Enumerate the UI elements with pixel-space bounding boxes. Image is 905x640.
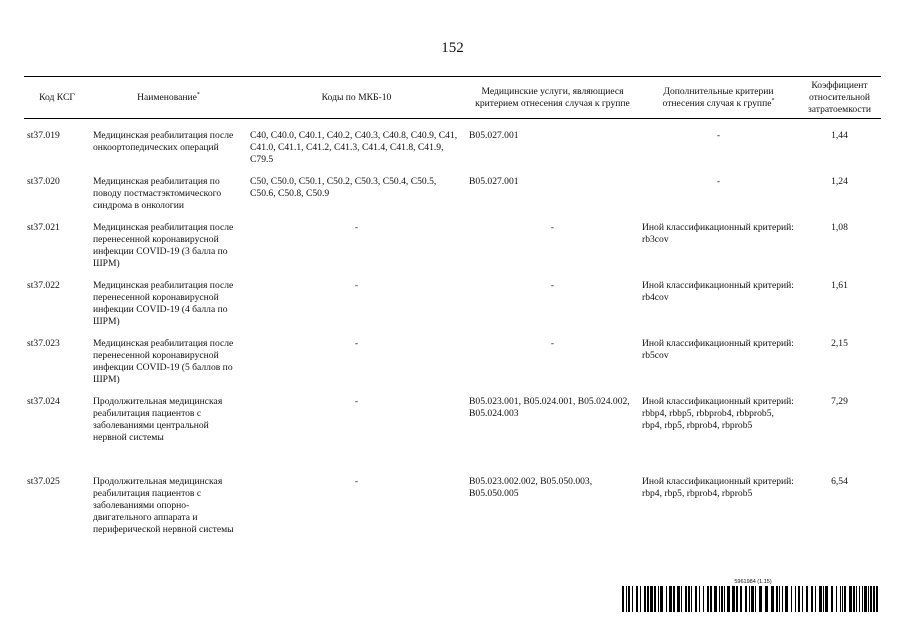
ksg-table	[24, 76, 881, 560]
cell-code: st37.024	[27, 396, 60, 407]
cell-services: -	[550, 338, 555, 349]
cell-coef: 1,08	[831, 222, 848, 233]
cell-name: Медицинская реабилитация после перенесенной коронавирусной инфекции COVID-19 (5 баллов по ШРМ)	[93, 338, 234, 385]
table-row	[24, 476, 881, 560]
cell-services: B05.023.001, B05.024.001, B05.024.002, B05.024.003	[469, 396, 630, 419]
cell-criteria: Иной классификационный критерий: rb3cov	[642, 222, 794, 245]
table-row	[24, 396, 881, 476]
cell-name: Медицинская реабилитация после перенесенной коронавирусной инфекции COVID-19 (3 балла по ШРМ)	[93, 222, 234, 269]
header-coef: Коэффициент относительной затратоемкости	[798, 77, 881, 119]
table-row	[24, 280, 881, 338]
cell-code: st37.025	[27, 476, 60, 487]
cell-name: Медицинская реабилитация после онкоортопедических операций	[93, 130, 234, 153]
cell-services: B05.027.001	[469, 176, 519, 187]
cell-services: B05.023.002.002, B05.050.003, B05.050.005	[469, 476, 593, 499]
cell-services: -	[550, 280, 555, 291]
cell-code: st37.023	[27, 338, 60, 349]
table-row	[24, 338, 881, 396]
cell-name: Продолжительная медицинская реабилитация пациентов с заболеваниями опорно-двигательного аппарата и периферической нервной системы	[93, 476, 234, 535]
cell-coef: 1,61	[831, 280, 848, 291]
barcode-icon	[622, 586, 882, 612]
header-mkb: Коды по МКБ-10	[247, 77, 466, 119]
table-row	[24, 222, 881, 280]
cell-criteria: Иной клаcсификационный критерий: rbp4, rbp5, rbprob4, rbprob5	[642, 476, 794, 499]
cell-mkb: C50, C50.0, C50.1, C50.2, C50.3, C50.4, C50.5, C50.6, C50.8, C50.9	[250, 176, 437, 199]
table-row	[24, 130, 881, 176]
header-criteria: Дополнительные критерии отнесения случая к группе*	[639, 77, 798, 119]
page-number: 152	[441, 40, 464, 56]
cell-mkb: -	[354, 476, 359, 487]
cell-code: st37.019	[27, 130, 60, 141]
cell-criteria: Иной классификационный критерий: rb5cov	[642, 338, 794, 361]
cell-mkb: -	[354, 338, 359, 349]
cell-mkb: -	[354, 280, 359, 291]
cell-services: B05.027.001	[469, 130, 519, 141]
table-row	[24, 176, 881, 222]
cell-coef: 2,15	[831, 338, 848, 349]
cell-name: Медицинская реабилитация после перенесенной коронавирусной инфекции COVID-19 (4 балла по ШРМ)	[93, 280, 234, 327]
cell-criteria: -	[716, 176, 721, 187]
header-code: Код КСГ	[24, 77, 90, 119]
cell-coef: 1,24	[831, 176, 848, 187]
cell-code: st37.022	[27, 280, 60, 291]
cell-criteria: -	[716, 130, 721, 141]
cell-name: Медицинская реабилитация по поводу постмастэктомического синдрома в онкологии	[93, 176, 222, 211]
cell-code: st37.020	[27, 176, 60, 187]
cell-coef: 1,44	[831, 130, 848, 141]
table-header-row	[24, 77, 881, 119]
cell-mkb: C40, C40.0, C40.1, C40.2, C40.3, C40.8, C40.9, C41, C41.0, C41.1, C41.2, C41.3, C41.4, C41.8, C41.9, C79.5	[250, 130, 458, 165]
cell-criteria: Иной классификационный критерий: rb4cov	[642, 280, 794, 303]
header-services: Медицинские услуги, являющиеся критерием отнесения случая к группе	[466, 77, 639, 119]
cell-criteria: Иной клаcсификационный критерий: rbbp4, rbbp5, rbbprob4, rbbprob5, rbp4, rbp5, rbprob4, rbprob5	[642, 396, 794, 431]
cell-name: Продолжительная медицинская реабилитация пациентов с заболеваниями центральной нервной системы	[93, 396, 223, 443]
cell-services: -	[550, 222, 555, 233]
cell-mkb: -	[354, 222, 359, 233]
barcode-number: 5961984 (1.15)	[734, 579, 772, 585]
header-name: Наименование*	[90, 77, 247, 119]
cell-mkb: -	[354, 396, 359, 407]
cell-coef: 7,29	[831, 396, 848, 407]
cell-coef: 6,54	[831, 476, 848, 487]
cell-code: st37.021	[27, 222, 60, 233]
